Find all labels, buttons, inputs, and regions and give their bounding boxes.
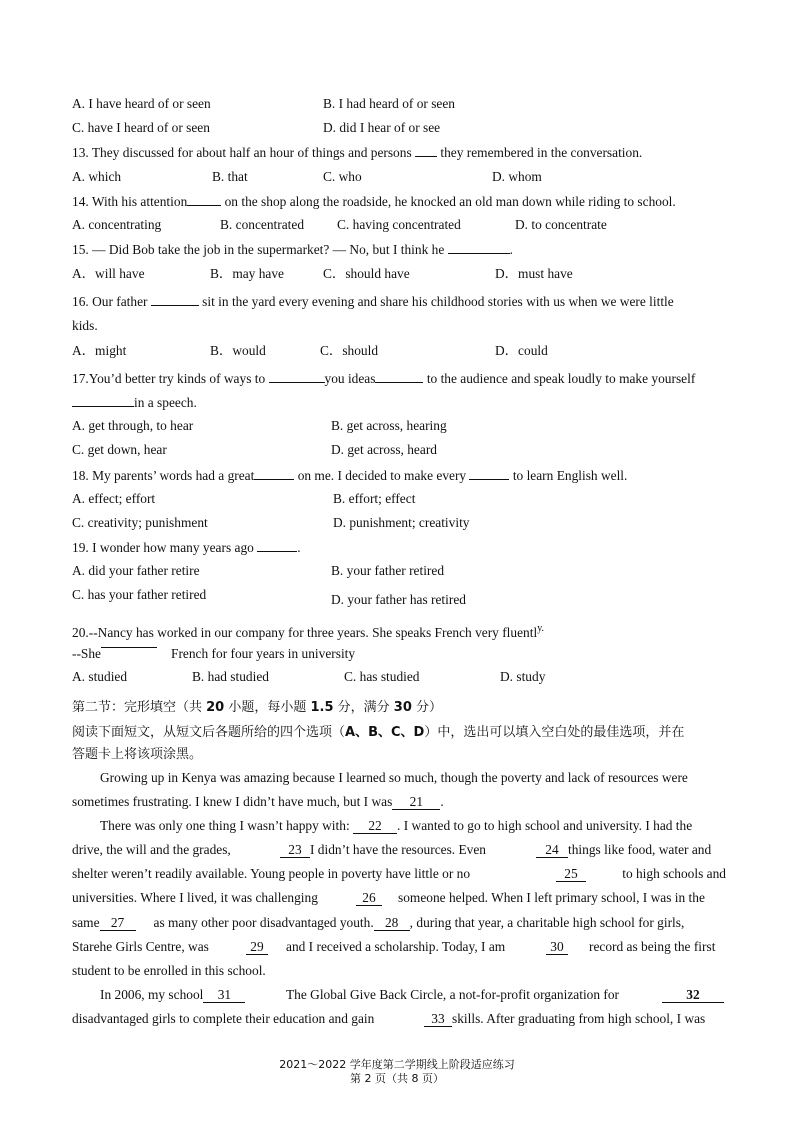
q20-option-c: C. has studied [344,669,420,684]
q13-stem: 13. They discussed for about half an hour of things and persons they remembered in the conversation. [72,145,643,160]
passage-line: same 27 as many other poor disadvantaged youth. 28 , during that year, a charitable high school for girls, [72,915,685,930]
blank-27: 27 [100,916,136,931]
q18-option-b: B. effort; effect [333,491,416,506]
q15-option-a: A．will have [72,266,145,281]
answer-blank [415,144,437,157]
blank-23: 23 I didn’t have the resources. Even [280,842,486,858]
section-instructions-line2: 答题卡上将该项涂黑。 [72,747,203,762]
blank-25: 25 [556,866,586,882]
q19-option-d: D. your father has retired [331,592,466,607]
passage-line: In 2006, my school 31 [100,987,245,1003]
blank-26: 26 [356,890,382,906]
passage-line: The Global Give Back Circle, a not-for-profit organization for [286,987,620,1002]
q14-stem: 14. With his attention on the shop along the roadside, he knocked an old man down while riding to school. [72,194,676,209]
q17-stem-line2: in a speech. [72,394,197,411]
q16-option-b: B．would [210,343,266,358]
blank-21: 21 [392,795,440,810]
q13-option-b: B. that [212,169,248,184]
q16-option-d: D．could [495,343,548,358]
answer-blank [101,635,157,648]
q14-option-b: B. concentrated [220,217,305,232]
blank-22: 22 [353,819,397,834]
q18-option-d: D. punishment; creativity [333,515,470,530]
q18-option-c: C. creativity; punishment [72,515,208,530]
passage-line: Growing up in Kenya was amazing because I learned so much, though the poverty and lack of resources were [100,770,688,785]
q19-option-c: C. has your father retired [72,587,207,602]
answer-blank [257,539,297,552]
page-number: 第 2 页（共 8 页） [350,1072,444,1085]
answer-blank [269,370,325,383]
blank-32: 32 [662,987,724,1003]
q20-stem-line2: --She French for four years in university [72,645,355,662]
q16-option-a: A．might [72,343,127,358]
q12-option-d: D. did I hear of or see [323,120,441,135]
passage-line: someone helped. When I left primary school, I was in the [398,890,705,905]
answer-blank [448,241,510,254]
answer-blank [469,467,509,480]
q16-option-c: C．should [320,343,379,358]
passage-line: and I received a scholarship. Today, I am [286,939,506,954]
blank-33: 33 skills. After graduating from high school, I was [424,1011,705,1027]
blank-30: 30 [546,939,568,955]
q14-option-c: C. having concentrated [337,217,461,232]
q13-option-a: A. which [72,169,122,184]
q12-option-b: B. I had heard of or seen [323,96,455,111]
q13-option-c: C. who [323,169,362,184]
footer-title: 2021～2022 学年度第二学期线上阶段适应练习 [279,1058,515,1071]
passage-line: shelter weren’t readily available. Young people in poverty have little or no [72,866,471,881]
q16-stem-line2: kids. [72,318,98,333]
blank-28: 28 [374,916,410,931]
q18-option-a: A. effect; effort [72,491,156,506]
q16-stem: 16. Our father sit in the yard every evening and share his childhood stories with us when we were little [72,294,674,309]
q12-option-a: A. I have heard of or seen [72,96,211,111]
passage-line: universities. Where I lived, it was challenging [72,890,318,905]
q15-option-b: B．may have [210,266,285,281]
passage-line: to high schools and [622,866,726,881]
section-title: 第二节：完形填空（共 20 小题，每小题 1.5 分，满分 30 分） [72,700,443,715]
q17-option-b: B. get across, hearing [331,418,447,433]
answer-blank [254,467,294,480]
passage-line: disadvantaged girls to complete their education and gain [72,1011,375,1026]
q17-option-a: A. get through, to hear [72,418,194,433]
passage-line: student to be enrolled in this school. [72,963,266,978]
q19-stem: 19. I wonder how many years ago . [72,540,301,555]
q20-stem: 20.--Nancy has worked in our company for three years. She speaks French very fluentl$^{y.}$ [72,623,545,640]
q12-option-c: C. have I heard of or seen [72,120,210,135]
answer-blank [187,193,221,206]
q20-option-a: A. studied [72,669,128,684]
q18-stem: 18. My parents’ words had a great on me. I decided to make every to learn English well. [72,468,628,483]
q19-option-b: B. your father retired [331,563,445,578]
q15-option-c: C．should have [323,266,410,281]
q17-option-d: D. get across, heard [331,442,437,457]
q14-option-a: A. concentrating [72,217,162,232]
section-instructions: 阅读下面短文，从短文后各题所给的四个选项（A、B、C、D）中，选出可以填入空白处的最佳选项，并在 [72,725,685,740]
q19-option-a: A. did your father retire [72,563,200,578]
q15-stem: 15. — Did Bob take the job in the supermarket? — No, but I think he . [72,242,513,257]
q17-stem: 17.You’d better try kinds of ways to you ideas to the audience and speak loudly to make yourself [72,371,696,386]
q20-option-d: D. study [500,669,546,684]
q13-option-d: D. whom [492,169,542,184]
q15-option-d: D．must have [495,266,573,281]
passage-line: sometimes frustrating. I knew I didn’t have much, but I was 21 . [72,794,444,809]
q20-option-b: B. had studied [192,669,269,684]
answer-blank [375,370,423,383]
passage-line: Starehe Girls Centre, was [72,939,209,954]
passage-line: record as being the first [589,939,716,954]
passage-line: drive, the will and the grades, [72,842,231,857]
q14-option-d: D. to concentrate [515,217,607,232]
passage-line: There was only one thing I wasn’t happy with: 22 . I wanted to go to high school and university. I had the [100,818,693,833]
answer-blank [151,293,199,306]
blank-29: 29 [246,939,268,955]
blank-24: 24 things like food, water and [536,842,711,858]
q17-option-c: C. get down, hear [72,442,167,457]
answer-blank [72,394,134,407]
blank-31: 31 [203,988,245,1003]
